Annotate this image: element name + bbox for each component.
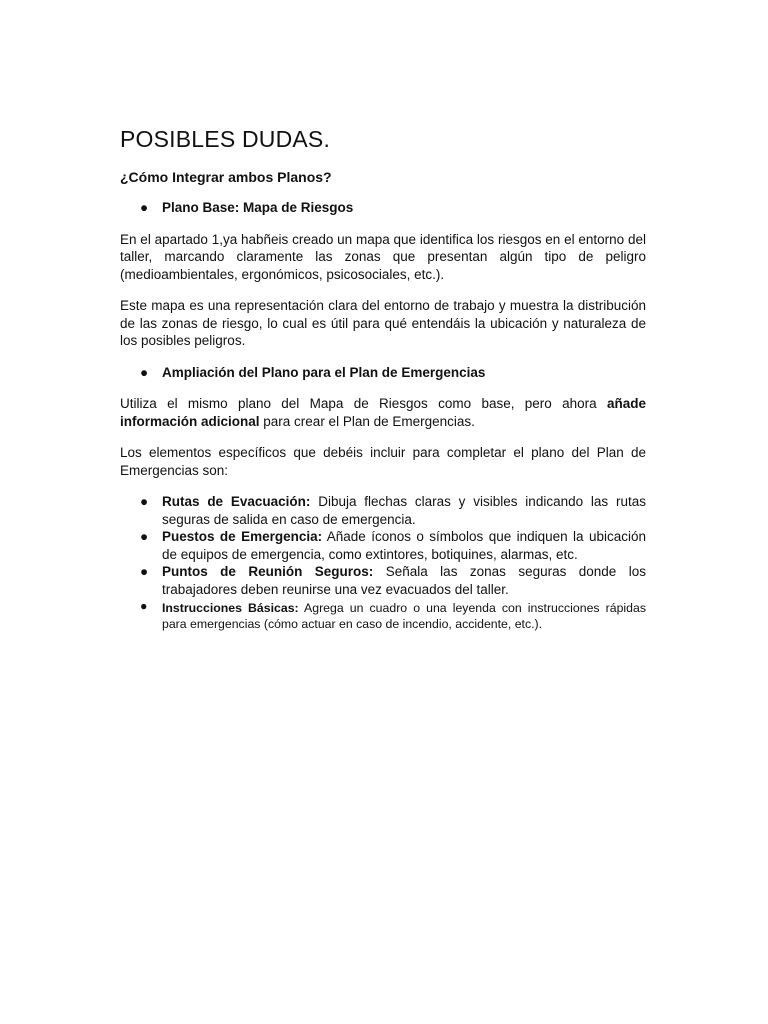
bullet-icon: ● <box>140 564 149 579</box>
bullet-icon: ● <box>140 200 149 215</box>
item-label: Puntos de Reunión Seguros: <box>162 564 374 579</box>
document-content <box>120 126 646 645</box>
list-item <box>120 598 646 632</box>
text-run: para crear el Plan de Emergencias. <box>259 413 475 429</box>
page-title: POSIBLES DUDAS. <box>120 126 331 152</box>
elements-list <box>120 493 646 632</box>
paragraph-utiliza <box>120 395 646 430</box>
item-label: Rutas de Evacuación: <box>162 494 311 509</box>
heading-text: Plano Base: Mapa de Riesgos <box>162 200 354 215</box>
heading-plano-base <box>120 199 646 217</box>
bullet-icon: ● <box>140 529 149 544</box>
item-text: Agrega un cuadro o una leyenda con instrucciones rápidas para emergencias (cómo actuar en caso de incendio, accidente, etc.). <box>162 601 646 631</box>
bold-text: añade información adicional <box>120 396 646 429</box>
paragraph-apartado: En el apartado 1,ya habñeis creado un mapa que identifica los riesgos en el entorno del taller, marcando claramente las zonas que presentan algún tipo de peligro (medioambientales, ergonómicos, psicosociales, etc.). <box>120 231 646 282</box>
heading-list-2 <box>120 364 646 382</box>
bullet-icon: ● <box>140 364 149 380</box>
list-item <box>120 528 646 563</box>
bullet-icon: ● <box>140 494 149 509</box>
heading-list-1 <box>120 199 646 217</box>
item-text: Señala las zonas seguras donde los trabajadores deben reunirse una vez evacuados del taller. <box>162 564 646 597</box>
item-label: Puestos de Emergencia: <box>162 529 323 544</box>
list-item <box>120 493 646 528</box>
text-run: Utiliza el mismo plano del Mapa de Riesgos como base, pero ahora <box>120 396 607 411</box>
heading-text: Ampliación del Plano para el Plan de Emergencias <box>162 364 486 380</box>
paragraph-elementos: Los elementos específicos que debéis incluir para completar el plano del Plan de Emergencias son: <box>120 445 646 478</box>
item-text: Dibuja flechas claras y visibles indicando las rutas seguras de salida en caso de emergencia. <box>162 494 646 527</box>
list-item <box>120 563 646 598</box>
item-text: Añade íconos o símbolos que indiquen la ubicación de equipos de emergencia, como extintores, botiquines, alarmas, etc. <box>162 529 647 562</box>
bullet-icon: ● <box>140 599 148 613</box>
item-label: Instrucciones Básicas: <box>162 601 299 615</box>
section-subtitle: ¿Cómo Integrar ambos Planos? <box>120 169 332 185</box>
heading-ampliacion <box>120 364 646 382</box>
paragraph-mapa: Este mapa es una representación clara del entorno de trabajo y muestra la distribución de las zonas de riesgo, lo cual es útil para qué entendáis la ubicación y naturaleza de los posibles peligros. <box>120 298 646 348</box>
